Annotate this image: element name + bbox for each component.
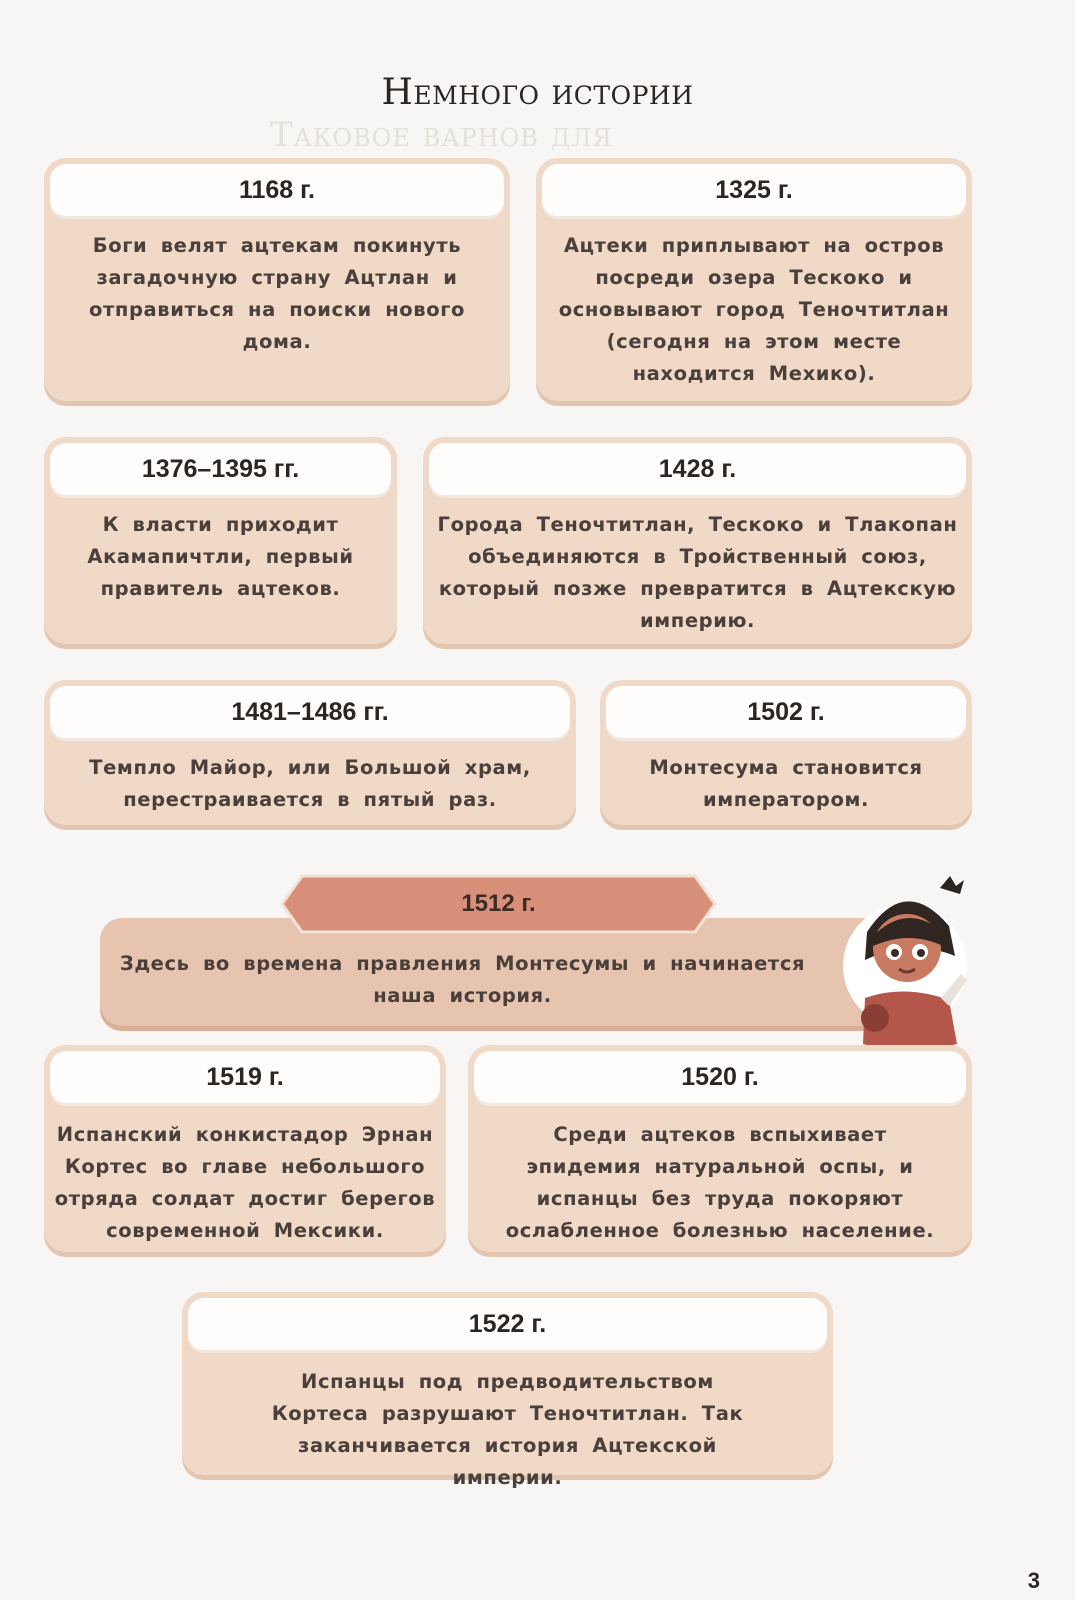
event-description: Испанский конкистадор Эрнан Кортес во главе небольшого отряда солдат достиг берегов современной Мексики.	[54, 1123, 436, 1242]
event-year: 1522 г.	[468, 1309, 547, 1338]
event-year-header	[542, 164, 966, 216]
page-number: 3	[1027, 1568, 1040, 1593]
event-year: 1519 г.	[206, 1062, 284, 1091]
event-year-header	[50, 164, 504, 216]
event-card-1522	[182, 1292, 833, 1489]
event-year: 1376–1395 гг.	[141, 454, 300, 483]
event-year-header	[50, 443, 391, 495]
event-year-header	[50, 686, 570, 738]
event-card-1502	[600, 680, 972, 825]
event-card-1428	[423, 437, 972, 644]
highlight-year-tag	[280, 874, 717, 934]
event-description: Города Теночтитлан, Тескоко и Тлакопан объединяются в Тройственный союз, который позже превратится в Ацтекскую империю.	[437, 513, 958, 632]
event-card-1519	[44, 1045, 446, 1252]
highlight-event-description: Здесь во времена правления Монтесумы и начинается наша история.	[119, 952, 806, 1007]
event-year-header	[429, 443, 966, 495]
event-year: 1325 г.	[715, 175, 793, 204]
event-year: 1481–1486 гг.	[231, 697, 389, 726]
event-year-header	[50, 1051, 440, 1103]
event-year-header	[474, 1051, 966, 1103]
event-description: Испанцы под предводительством Кортеса разрушают Теночтитлан. Так заканчивается история Ацтекской империи.	[271, 1370, 744, 1489]
event-card-1376-1395	[44, 437, 397, 644]
event-year-header	[606, 686, 966, 738]
event-card-1520	[468, 1045, 972, 1252]
highlight-event-body	[100, 918, 885, 1026]
event-year-header	[188, 1298, 827, 1350]
event-description: Темпло Майор, или Большой храм, перестраивается в пятый раз.	[89, 756, 531, 811]
event-card-1481-1486	[44, 680, 576, 825]
event-year: 1520 г.	[681, 1062, 759, 1091]
event-description: К власти приходит Акамапичтли, первый правитель ацтеков.	[87, 513, 354, 600]
aztec-child-illustration	[845, 848, 975, 1058]
event-description: Ацтеки приплывают на остров посреди озера Тескоко и основывают город Теночтитлан (сегодня на этом месте находится Мехико).	[558, 234, 950, 385]
event-year: 1168 г.	[238, 175, 316, 204]
page-title: Немного истории	[381, 72, 694, 113]
event-description: Боги велят ацтекам покинуть загадочную страну Ацтлан и отправиться на поиски нового дома.	[89, 234, 465, 353]
event-year: 1428 г.	[658, 454, 737, 483]
event-card-1168	[44, 158, 510, 401]
event-year: 1502 г.	[747, 697, 825, 726]
highlight-year: 1512 г.	[461, 890, 536, 917]
event-description: Среди ацтеков вспыхивает эпидемия натуральной оспы, и испанцы без труда покоряют ослабленное болезнью население.	[505, 1123, 935, 1242]
faded-background-heading: Таковое варнов для	[270, 115, 613, 155]
event-description: Монтесума становится императором.	[649, 756, 923, 811]
event-card-1325	[536, 158, 972, 401]
